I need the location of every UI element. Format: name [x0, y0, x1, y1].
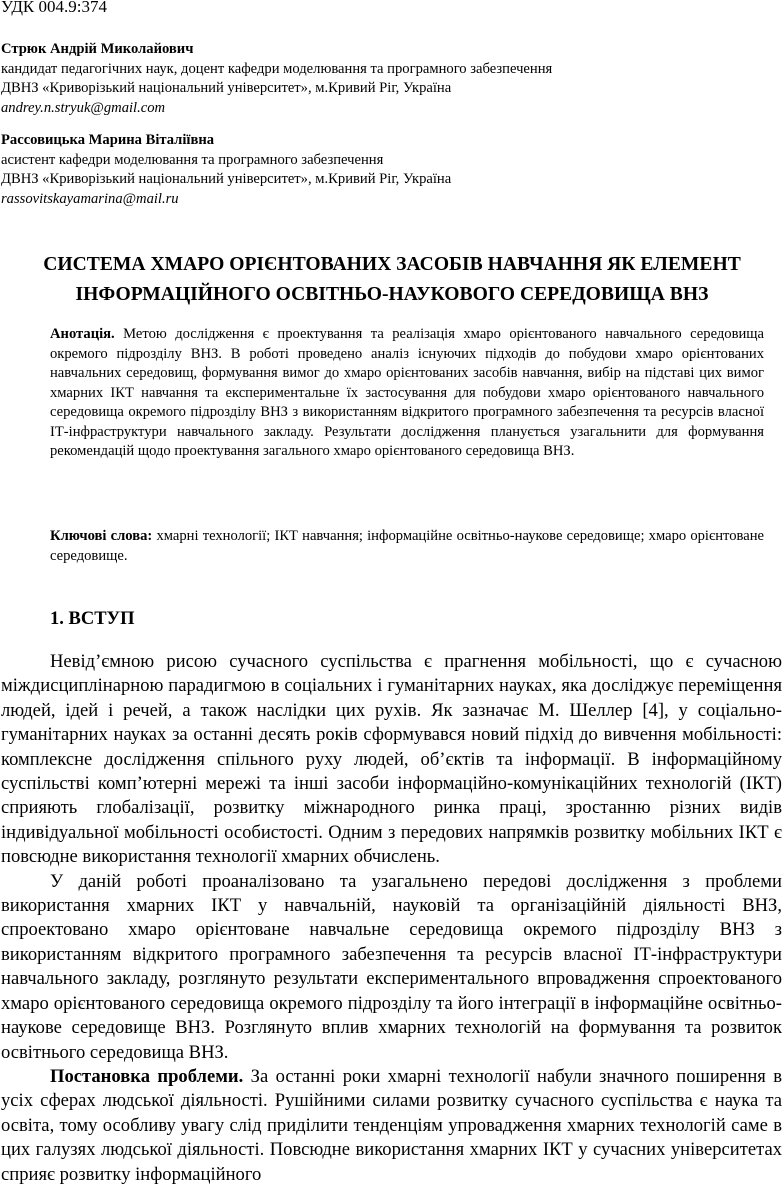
author-name: Стрюк Андрій Миколайович	[1, 41, 194, 57]
body-paragraph-1: Невід’ємною рисою сучасного суспільства є прагнення мобільності, що є сучасною міждисциплінарною парадигмою в соціальних і гуманітарних науках, яка досліджує переміщення людей, ідей і речей, а також наслідки цих рухів. Як зазначає М. Шеллер [4], у соціально-гуманітарних науках за останні десять років сформувався новий підхід до вивчення мобільності: комплексне дослідження спільного руху людей, об’єктів та інформації. В інформаційному суспільстві комп’ютерні мережі та інші засоби інформаційно-комунікаційних технологій (ІКТ) сприяють глобалізації, розвитку міжнародного ринка праці, зростанню різних видів індивідуальної мобільності особистості. Одним з передових напрямків розвитку мобільних ІКТ є повсюдне використання технології хмарних обчислень.	[1, 651, 782, 868]
author-position: асистент кафедри моделювання та програмного забезпечення	[1, 151, 384, 168]
body-paragraph-2: У даній роботі проаналізовано та узагальнено передові дослідження з проблеми використання хмарних ІКТ у навчальній, науковій та організаційній діяльності ВНЗ, спроектовано хмаро орієнтоване навчальне середовища окремого підрозділу ВНЗ з використанням відкритого програмного забезпечення та ресурсів власної ІТ-інфраструктури навчального закладу, розглянуто результати експериментального впровадження спроектованого хмаро орієнтованого середовища окремого підрозділу та його інтеграції в інформаційне освітньо-наукове середовище ВНЗ. Розглянуто вплив хмарних технологій на формування та розвиток освітнього середовища ВНЗ.	[1, 870, 782, 1063]
author-block-1	[1, 40, 552, 118]
section-body	[1, 650, 782, 1187]
paper-title-line-2: ІНФОРМАЦІЙНОГО ОСВІТНЬО-НАУКОВОГО СЕРЕДОВИЩА ВНЗ	[75, 284, 709, 305]
paper-title-line-1: СИСТЕМА ХМАРО ОРІЄНТОВАНИХ ЗАСОБІВ НАВЧАННЯ ЯК ЕЛЕМЕНТ	[43, 254, 741, 275]
author-block-2	[1, 131, 451, 209]
author-affiliation: ДВНЗ «Криворізький національний університет», м.Кривий Ріг, Україна	[1, 80, 452, 97]
body-paragraph-3	[1, 1065, 782, 1187]
author-position: кандидат педагогічних наук, доцент кафедри моделювання та програмного забезпечення	[1, 60, 553, 77]
problem-statement-label: Постановка проблеми.	[50, 1065, 244, 1087]
udk-code: УДК 004.9:374	[1, 0, 107, 16]
abstract-label: Анотація.	[50, 326, 115, 342]
paper-title	[0, 250, 784, 310]
author-affiliation: ДВНЗ «Криворізький національний університет», м.Кривий Ріг, Україна	[1, 171, 452, 188]
keywords	[50, 527, 764, 566]
abstract-text: Метою дослідження є проектування та реалізація хмаро орієнтованого навчального середовища окремого підрозділу ВНЗ. В роботі проведено аналіз існуючих підходів до побудови хмаро орієнтованих навчальних середовищ, формування вимог до хмаро орієнтованих засобів навчання, вибір на підставі цих вимог хмарних ІКТ навчання та експериментальне їх застосування для побудови хмаро орієнтованого навчального середовища окремого підрозділу ВНЗ з використанням відкритого програмного забезпечення та ресурсів власної ІТ-інфраструктури навчального закладу. Результати дослідження планується узагальнити для формування рекомендацій щодо проектування загального хмаро орієнтованого середовища ВНЗ.	[50, 326, 764, 460]
keywords-text: хмарні технології; ІКТ навчання; інформаційне освітньо-наукове середовище; хмаро орієнтоване середовище.	[50, 528, 764, 564]
abstract	[50, 325, 764, 462]
section-heading: 1. ВСТУП	[50, 609, 135, 629]
problem-statement-text: За останні роки хмарні технології набули значного поширення в усіх сферах людської діяльності. Рушійними силами розвитку сучасного суспільства є наука та освіта, тому особливу увагу слід приділити тенденціям упровадження хмарних технологій саме в цих галузях людської діяльності. Повсюдне використання хмарних ІКТ у сучасних університетах сприяє розвитку інформаційного	[1, 1065, 782, 1185]
author-email: rassovitskayamarina@mail.ru	[1, 190, 179, 207]
keywords-label: Ключові слова:	[50, 528, 153, 544]
author-name: Рассовицька Марина Віталіївна	[1, 132, 215, 148]
author-email: andrey.n.stryuk@gmail.com	[1, 99, 166, 116]
